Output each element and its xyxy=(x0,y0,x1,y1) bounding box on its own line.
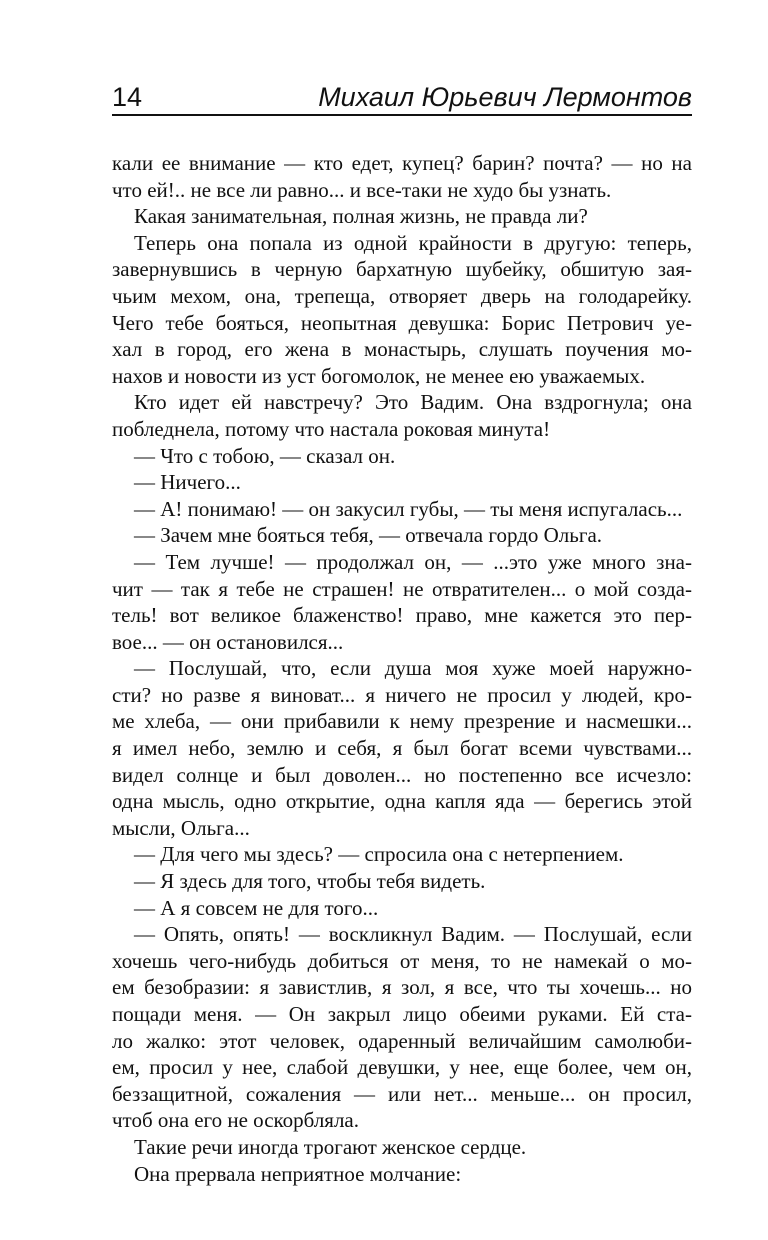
text-line: — А я совсем не для того... xyxy=(134,895,379,920)
text-line: сти? но разве я виноват... я ничего не просил у людей, кро- xyxy=(112,682,692,707)
paragraph xyxy=(112,655,692,841)
text-line: ме хлеба, — они прибавили к нему презрение и насмешки... xyxy=(112,709,692,734)
paragraph xyxy=(112,150,692,203)
page-header xyxy=(112,78,692,114)
text-line: вое... — он остановился... xyxy=(112,629,344,654)
text-line: чьим мехом, она, трепеща, отворяет дверь на голодарейку. xyxy=(112,283,692,308)
paragraph xyxy=(112,895,692,922)
text-line: — А! понимаю! — он закусил губы, — ты меня испугалась... xyxy=(134,496,683,521)
text-line: — Тем лучше! — продолжал он, — ...это уже много зна- xyxy=(134,549,692,574)
paragraph xyxy=(112,443,692,470)
text-line: ем, просил у нее, слабой девушки, у нее, еще более, чем он, xyxy=(112,1055,692,1080)
text-line: Кто идет ей навстречу? Это Вадим. Она вздрогнула; она xyxy=(134,390,692,415)
running-head-author: Михаил Юрьевич Лермонтов xyxy=(318,82,692,112)
page-number: 14 xyxy=(112,82,143,112)
text-line: Какая занимательная, полная жизнь, не правда ли? xyxy=(134,204,588,229)
text-line: — Опять, опять! — воскликнул Вадим. — Послушай, если xyxy=(134,922,692,947)
paragraph xyxy=(112,549,692,655)
paragraph xyxy=(112,389,692,442)
text-line: мысли, Ольга... xyxy=(112,815,250,840)
paragraph xyxy=(112,921,692,1134)
text-line: хал в город, его жена в монастырь, слушать поучения мо- xyxy=(112,337,692,362)
text-line: — Зачем мне бояться тебя, — отвечала гордо Ольга. xyxy=(134,523,603,548)
text-line: видел солнце и был доволен... но постепенно все исчезло: xyxy=(112,762,692,787)
text-line: — Я здесь для того, чтобы тебя видеть. xyxy=(134,869,486,894)
paragraph xyxy=(112,1134,692,1161)
text-line: что ей!.. не все ли равно... и все-таки не худо бы узнать. xyxy=(112,177,612,202)
paragraph xyxy=(112,868,692,895)
text-line: — Ничего... xyxy=(134,470,241,495)
text-line: беззащитной, сожаления — или нет... меньше... он просил, xyxy=(112,1081,692,1106)
text-line: Чего тебе бояться, неопытная девушка: Борис Петрович уе- xyxy=(112,310,692,335)
text-line: пощади меня. — Он закрыл лицо обеими руками. Ей ста- xyxy=(112,1002,692,1026)
text-line: кали ее внимание — кто едет, купец? барин? почта? — но на xyxy=(112,151,692,175)
paragraph xyxy=(112,230,692,390)
text-line: чит — так я тебе не страшен! не отвратителен... о мой созда- xyxy=(112,576,692,601)
paragraph xyxy=(112,1161,692,1188)
text-line: хочешь чего-нибудь добиться от меня, то не намекай о мо- xyxy=(112,948,692,973)
text-line: чтоб она его не оскорбляла. xyxy=(112,1108,360,1133)
text-line: Она прервала неприятное молчание: xyxy=(134,1161,462,1186)
text-line: я имел небо, землю и себя, я был богат всеми чувствами... xyxy=(112,736,692,761)
text-line: побледнела, потому что настала роковая минута! xyxy=(112,416,551,441)
text-line: — Для чего мы здесь? — спросила она с нетерпением. xyxy=(134,842,624,867)
text-line: Теперь она попала из одной крайности в другую: теперь, xyxy=(134,230,692,255)
paragraph xyxy=(112,841,692,868)
text-line: тель! вот великое блаженство! право, мне кажется это пер- xyxy=(112,603,692,628)
paragraph xyxy=(112,469,692,496)
paragraph xyxy=(112,496,692,523)
paragraph xyxy=(112,203,692,230)
text-line: ло жалко: этот человек, одаренный величайшим самолюби- xyxy=(112,1028,692,1053)
header-rule xyxy=(112,114,692,116)
text-line: — Что с тобою, — сказал он. xyxy=(134,443,396,468)
paragraph xyxy=(112,522,692,549)
text-line: ем безобразии: я завистлив, я зол, я все, что ты хочешь... но xyxy=(112,975,692,1000)
text-line: нахов и новости из уст богомолок, не менее ею уважаемых. xyxy=(112,363,646,388)
text-line: Такие речи иногда трогают женское сердце. xyxy=(134,1134,527,1159)
text-line: одна мысль, одно открытие, одна капля яда — берегись этой xyxy=(112,789,692,814)
text-body xyxy=(112,150,692,1187)
text-line: завернувшись в черную бархатную шубейку, обшитую зая- xyxy=(112,257,692,282)
text-line: — Послушай, что, если душа моя хуже моей наружно- xyxy=(134,656,692,681)
